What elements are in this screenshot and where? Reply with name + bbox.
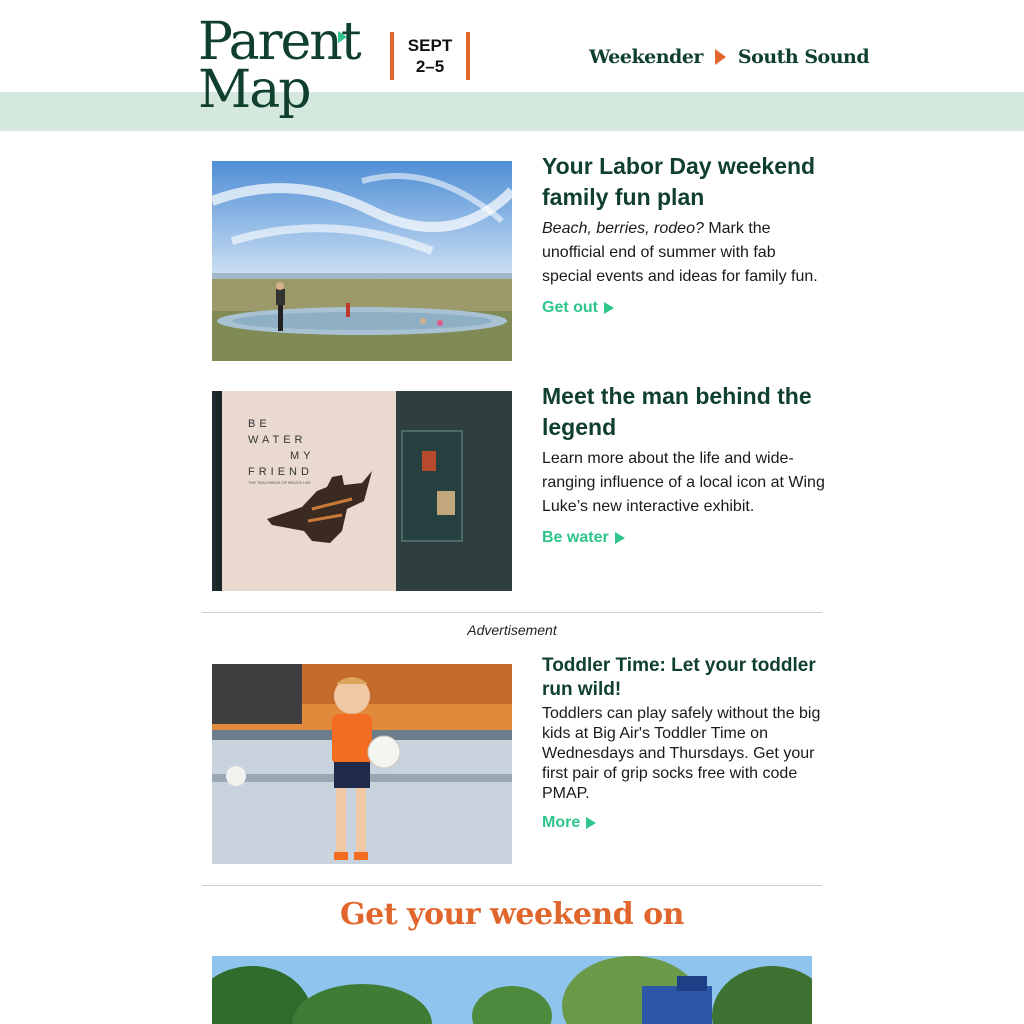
divider xyxy=(202,885,822,886)
breadcrumb-weekender[interactable]: Weekender xyxy=(589,46,703,68)
description-italic: Beach, berries, rodeo? xyxy=(542,220,704,237)
date-month: SEPT xyxy=(407,36,453,55)
article-title[interactable]: Your Labor Day weekend family fun plan xyxy=(542,153,816,210)
article-text xyxy=(542,153,826,317)
article-text xyxy=(542,383,826,547)
description-body: Mark the unofficial end of summer with fab special events and ideas for family fun. xyxy=(542,220,818,285)
be-water-link[interactable] xyxy=(542,529,625,547)
play-arrow-icon xyxy=(615,532,625,544)
date-badge xyxy=(390,32,470,80)
logo-line2: Map xyxy=(198,60,310,120)
breadcrumb xyxy=(589,44,869,70)
date-days: 2–5 xyxy=(415,57,445,76)
parentmap-logo[interactable] xyxy=(198,12,360,120)
play-arrow-icon xyxy=(604,302,614,314)
cta-label: Be water xyxy=(542,529,609,546)
logo-line1: Parent xyxy=(198,12,360,72)
exhibit-text-line3: MY xyxy=(290,450,315,462)
ad-text xyxy=(542,655,826,832)
weekend-section-title: Get your weekend on xyxy=(340,897,684,932)
header-band xyxy=(0,92,1024,131)
article-description: Learn more about the life and wide-ranging influence of a local icon at Wing Luke’s new interactive exhibit. xyxy=(542,450,825,515)
exhibit-text-line1: BE xyxy=(248,418,271,430)
ad-title[interactable]: Toddler Time: Let your toddler run wild! xyxy=(542,655,816,700)
breadcrumb-arrow-icon xyxy=(715,49,726,65)
advertisement-label: Advertisement xyxy=(467,622,557,638)
more-link[interactable] xyxy=(542,814,596,832)
exhibit-photo[interactable] xyxy=(212,391,512,591)
article-title[interactable]: Meet the man behind the legend xyxy=(542,383,812,440)
play-arrow-icon xyxy=(586,817,596,829)
cta-label: Get out xyxy=(542,299,598,316)
ad-description: Toddlers can play safely without the big kids at Big Air's Toddler Time on Wednesdays and Thursdays. Get your first pair of grip socks free with code PMAP. xyxy=(542,705,821,802)
article-bruce-lee xyxy=(212,383,825,591)
breadcrumb-south-sound[interactable]: South Sound xyxy=(737,46,870,68)
toddler-photo[interactable] xyxy=(212,664,512,864)
divider xyxy=(202,612,822,613)
exhibit-subtext: THE TEACHINGS OF BRUCE LEE xyxy=(248,480,311,485)
park-photo[interactable] xyxy=(212,956,812,1024)
article-labor-day xyxy=(212,153,822,361)
get-out-link[interactable] xyxy=(542,299,614,317)
beach-photo[interactable] xyxy=(212,161,512,361)
logo-play-icon xyxy=(338,31,347,43)
exhibit-text-line2: WATER xyxy=(248,434,307,446)
ad-toddler-time xyxy=(212,655,822,864)
exhibit-text-line4: FRIEND xyxy=(248,466,313,478)
cta-label: More xyxy=(542,814,581,831)
article-description xyxy=(542,217,826,289)
